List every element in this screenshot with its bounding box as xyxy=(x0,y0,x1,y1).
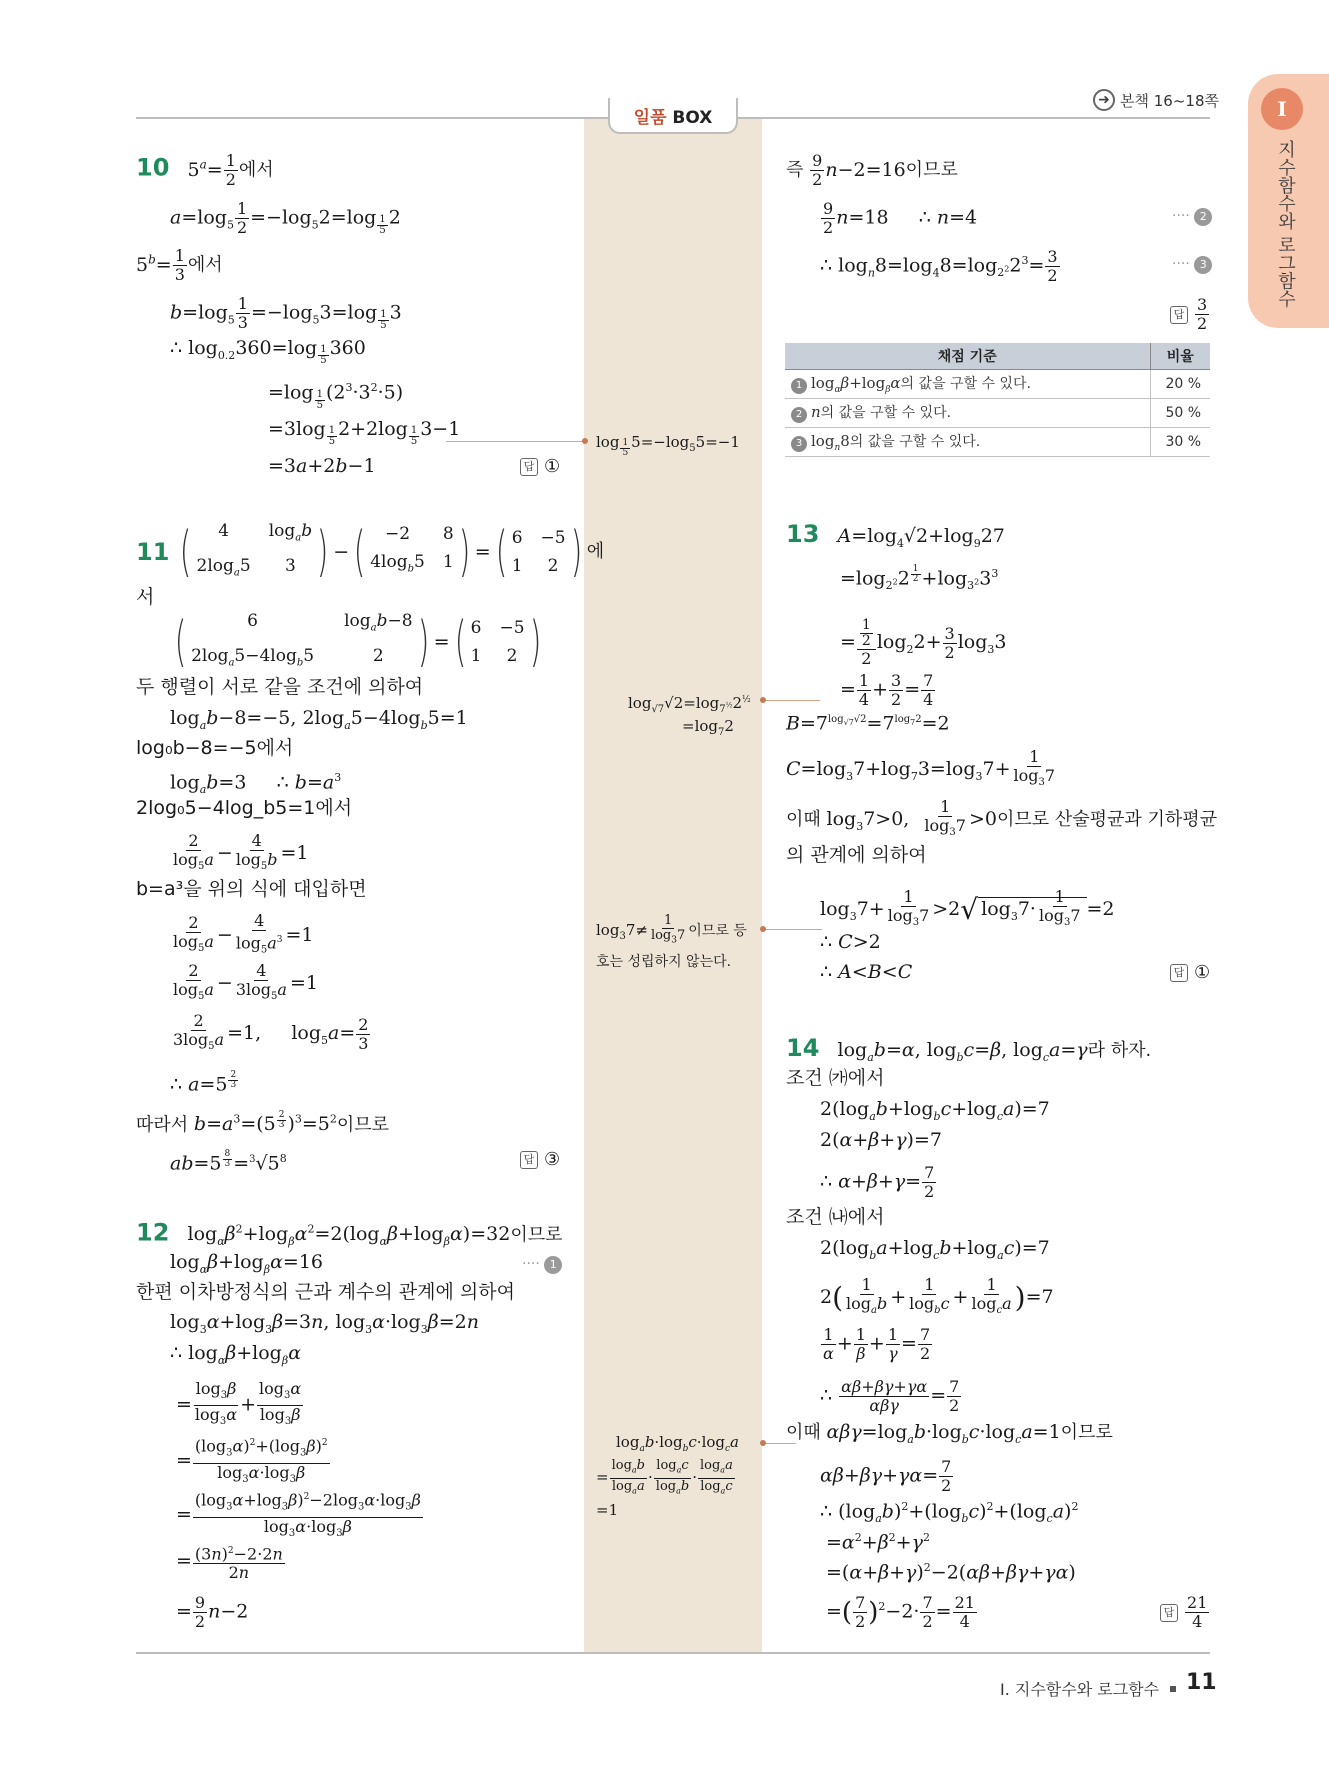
leader-line xyxy=(446,441,586,442)
footer-bullet xyxy=(1170,1686,1176,1692)
text: 두 행렬이 서로 같을 조건에 의하여 xyxy=(136,676,424,698)
matrix: ( 6 −5 1 2 ) xyxy=(495,520,582,583)
chapter-title: 지수함수와 로그함수 xyxy=(1275,140,1296,308)
step-marker: ···· 2 xyxy=(1172,204,1212,228)
text: 2log₀5−4log_b5=1에서 xyxy=(136,797,353,819)
leader-line xyxy=(766,929,822,930)
footer-chapter: I. 지수함수와 로그함수 xyxy=(1000,1680,1160,1699)
equation: =3log $_{\frac{1}{5}}$ 2+2log $_{\frac{1}{5}}$ 3−1 xyxy=(268,418,461,448)
ilpum-box-tab xyxy=(608,98,738,134)
box-note: $\log_{√7}√2=\log_{7^{\frac{1}{2}}}2^{\frac{1}{2}}$ xyxy=(628,694,751,715)
answer: 답 ③ xyxy=(520,1147,560,1172)
equation: ∴ C>2 xyxy=(820,931,881,953)
equation: $b=\log_5$ $\frac{1}{3}$ $=-\log_53=\log$ $_{\frac{1}{5}}$ 3 xyxy=(170,294,402,332)
equation: = $\frac{(\log_3\alpha)^2+(\log_3\beta)^2}{\log_3\alpha\cdot\log_3\beta}$ xyxy=(176,1434,331,1489)
equation: = $\frac{9}{2}$ n−2 xyxy=(176,1593,249,1631)
equation: $\log_\alpha\beta^2+\log_\beta\alpha^2=2(\log_\alpha\beta+\log_\beta\alpha)=32$ xyxy=(175,1223,511,1249)
text: 의 관계에 의하여 xyxy=(786,844,927,866)
equation: $\frac{9}{2}$ n=18 ∴ n=4 xyxy=(823,199,978,237)
equation: $\log_37+$ $\frac{1}{\log_37}$ >2√ $\log_37\cdot$ $\frac{1}{\log_37}$ =2 xyxy=(820,887,1115,929)
equation: ∴ a=5 $^{\frac{2}{3}}$ xyxy=(170,1069,237,1096)
leader-line xyxy=(760,700,820,701)
equation: $\frac{9}{2}$ n−2=16 xyxy=(812,151,906,189)
matrix: ( −2 8 $4\log_b5$ 1 ) xyxy=(353,519,470,583)
equation: $=\log_{2^2}2$ $^{\frac{1}{2}}$ $+\log_{3^2}3^3$ xyxy=(840,563,999,593)
equation: $5^a=$ $\frac{1}{2}$ xyxy=(175,151,236,189)
text: 조건 ㈏에서 xyxy=(786,1206,885,1228)
equation: ∴ $(\log_ab)^2+(\log_bc)^2+(\log_ca)^2$ xyxy=(820,1500,1079,1526)
leader-dot xyxy=(760,697,766,703)
equation: ∴ A<B<C xyxy=(820,961,913,983)
answer-icon: 답 xyxy=(520,458,538,476)
problem-number: 11 xyxy=(136,538,170,566)
equation: = $\frac{\frac{1}{2}}{2}$ $\log_22+$ $\frac{3}{2}$ $\log_33$ xyxy=(840,617,1007,668)
text: 한편 이차방정식의 근과 계수의 관계에 의하여 xyxy=(136,1281,515,1303)
table-header: 비율 xyxy=(1150,343,1210,369)
equation: $5^b=$ $\frac{1}{3}$ xyxy=(136,246,185,284)
leader-dot xyxy=(582,438,588,444)
matrix: ( 6 −5 1 2 ) xyxy=(454,610,541,673)
bottom-rule xyxy=(136,1652,1210,1654)
scoring-table xyxy=(785,343,1210,457)
equation: $C=\log_37+\log_73=\log_37+$ $\frac{1}{\log_37}$ xyxy=(786,747,1056,789)
box-note: =1 xyxy=(596,1501,619,1519)
equation: $B=7^{log_{√7}√2}=7^{log_72}=2$ xyxy=(786,712,950,735)
equation: $\frac{2}{\log_5a}$ − $\frac{4}{\log_5a^3}$ =1 xyxy=(173,911,314,956)
equation: ∴ $\log_\alpha\beta+\log_\beta\alpha$ xyxy=(170,1342,302,1367)
equation: = $\frac{1}{4}$ + $\frac{3}{2}$ = $\frac{7}{4}$ xyxy=(840,671,934,709)
box-note: log $_{\frac{1}{5}}$ $5=-\log_55=-1$ xyxy=(596,433,740,458)
answer-icon: 답 xyxy=(1170,306,1188,324)
equation: ab=5 $^{\frac{8}{3}}$ $=^3√5^8$ xyxy=(170,1148,287,1175)
box-note: $\log_ab\cdot\log_bc\cdot\log_ca$ xyxy=(616,1433,739,1454)
equation: $\log_ab=\alpha$, $\log_bc=\beta$, $\log_ca=\gamma$ xyxy=(825,1039,1088,1064)
answer-icon: 답 xyxy=(1160,1604,1178,1622)
equation: $a=\log_5$ $\frac{1}{2}$ $=-\log_52=\log$ $_{\frac{1}{5}}$ 2 xyxy=(170,199,401,237)
equation: ∴ $\log_n8=\log_48=\log_{2^2}2^3=$ $\frac{3}{2}$ xyxy=(820,247,1058,285)
equation: $\log_\alpha\beta+\log_\beta\alpha=16$ xyxy=(170,1251,324,1276)
answer: 답 $\frac{21}{4}$ xyxy=(1160,1594,1210,1631)
box-note: 호는 성립하지 않는다. xyxy=(596,954,732,970)
problem-number: 13 xyxy=(786,520,820,548)
text: 조건 ㈎에서 xyxy=(786,1067,885,1089)
leader-line xyxy=(766,1443,796,1444)
matrix: ( 6 $\log_ab-8$ $2\log_a5-4\log_b5$ 2 ) xyxy=(174,610,429,673)
answer-icon: 답 xyxy=(1170,964,1188,982)
equation: $2(\log_ba+\log_cb+\log_ac)=7$ xyxy=(820,1237,1050,1262)
problem-number: 14 xyxy=(786,1034,820,1062)
ilpum-box-column xyxy=(584,117,762,1652)
equation: αβ+βγ+γα= $\frac{7}{2}$ xyxy=(820,1457,952,1495)
box-note: = $\frac{\log_ab}{\log_aa}$ · $\frac{\log_ac}{\log_ab}$ · $\frac{\log_aa}{\log_ac}$ xyxy=(596,1458,733,1496)
text: 서 xyxy=(136,586,155,608)
equation: $=\alpha^2+\beta^2+\gamma^2$ xyxy=(826,1531,930,1554)
equation: = $\frac{(3n)^2-2\cdot 2n}{2n}$ xyxy=(176,1542,286,1582)
equation: 2(α+β+γ)=7 xyxy=(820,1129,942,1151)
problem-number: 12 xyxy=(136,1218,170,1247)
equation: $A=\log_4√2+\log_927$ xyxy=(837,525,1005,550)
equation: ∴ αβ+βγ+γα αβγ = $\frac{7}{2}$ xyxy=(820,1377,960,1415)
table-row: 3 $\log_n8$의 값을 구할 수 있다. 30 % xyxy=(785,427,1210,456)
equation: =log $_{\frac{1}{5}}$ $(2^3\cdot 3^2\cdot 5)$ xyxy=(268,381,404,411)
equation: =3a+2b−1 xyxy=(268,455,376,477)
table-row: 1 $\log_\alpha\beta+\log_\beta\alpha$의 값을 구할 수 있다. 20 % xyxy=(785,369,1210,398)
equation: = $\frac{\log_3\beta}{\log_3\alpha}$ + $\frac{\log_3\alpha}{\log_3\beta}$ xyxy=(176,1379,302,1428)
equation: ∴ $\log_{0.2}360=\log$ $_{\frac{1}{5}}$ 360 xyxy=(170,337,366,367)
arrow-right-circle-icon: ➜ xyxy=(1093,89,1115,111)
matrix: ( 4 $\log_ab$ $2\log_a5$ 3 ) xyxy=(180,520,329,583)
answer: 답 ① xyxy=(520,454,560,479)
equation: $b=a^3=(5$ $^{\frac{2}{3}}$ )$^3=5^2$ xyxy=(193,1109,337,1136)
equation: $2(\log_ab+\log_bc+\log_ca)=7$ xyxy=(820,1098,1050,1123)
equation: ∴ α+β+γ= $\frac{7}{2}$ xyxy=(820,1163,935,1201)
text: b=a³을 위의 식에 대입하면 xyxy=(136,878,367,900)
reference-text: 본책 16~18쪽 xyxy=(1120,92,1219,110)
page-number: 11 xyxy=(1186,1670,1217,1695)
problem-number: 10 xyxy=(136,153,170,182)
equation: $\log_ab=3$ ∴ $b=a^3$ xyxy=(170,771,342,797)
answer-icon: 답 xyxy=(520,1151,538,1169)
equation: $\frac{1}{\alpha}$ + $\frac{1}{\beta}$ + $\frac{1}{\gamma}$ = $\frac{7}{2}$ xyxy=(823,1325,931,1363)
equation: =( $\frac{7}{2}$ )$^2$−2· $\frac{7}{2}$ = $\frac{21}{4}$ xyxy=(826,1593,975,1631)
chapter-number: I xyxy=(1261,88,1303,130)
answer: 답 ① xyxy=(1170,960,1210,985)
table-row: 2 n의 값을 구할 수 있다. 50 % xyxy=(785,398,1210,427)
equation: $\alpha\beta\gamma=\log_ab\cdot\log_bc\cdot\log_ca=1$ xyxy=(826,1421,1061,1446)
ilpum-box-label: 일품 BOX xyxy=(633,107,713,128)
box-note: $=\log_72$ xyxy=(682,717,734,738)
equation: $\frac{2}{3\log_5a}$ =1, $\log_5a=$ $\frac{2}{3}$ xyxy=(173,1011,369,1053)
equation: = $\frac{(\log_3\alpha+\log_3\beta)^2-2\log_3\alpha\cdot\log_3\beta}{\log_3\alpha\cdot\log_3\beta}$ xyxy=(176,1488,424,1543)
equation: 2( $\frac{1}{\log_ab}$ + $\frac{1}{\log_bc}$ + $\frac{1}{\log_ca}$ )=7 xyxy=(820,1275,1054,1317)
equation: $\log_ab-8=-5$, $2\log_a5-4\log_b5=1$ xyxy=(170,707,468,732)
text: log₀b−8=−5에서 xyxy=(136,737,294,759)
box-note: $\log_37\ne$ $\frac{1}{\log_37}$ 이므로 등 xyxy=(596,913,747,946)
answer: 답 $\frac{3}{2}$ xyxy=(1170,296,1210,333)
step-marker: ···· 1 xyxy=(522,1252,562,1276)
equation: $=(\alpha+\beta+\gamma)^2-2(\alpha\beta+\beta\gamma+\gamma\alpha)$ xyxy=(826,1561,1076,1584)
step-marker: ···· 3 xyxy=(1172,252,1212,276)
equation: $\log_3\alpha+\log_3\beta=3n$, $\log_3\alpha\cdot\log_3\beta=2n$ xyxy=(170,1311,479,1336)
equation: $\log_37>0$, $\frac{1}{\log_37}$ >0 xyxy=(826,797,997,839)
table-header: 채점 기준 xyxy=(785,343,1150,369)
equation: $\frac{2}{\log_5a}$ − $\frac{4}{\log_5b}$ =1 xyxy=(173,831,309,873)
equation: $\frac{2}{\log_5a}$ − $\frac{4}{3\log_5a}$ =1 xyxy=(173,961,318,1003)
